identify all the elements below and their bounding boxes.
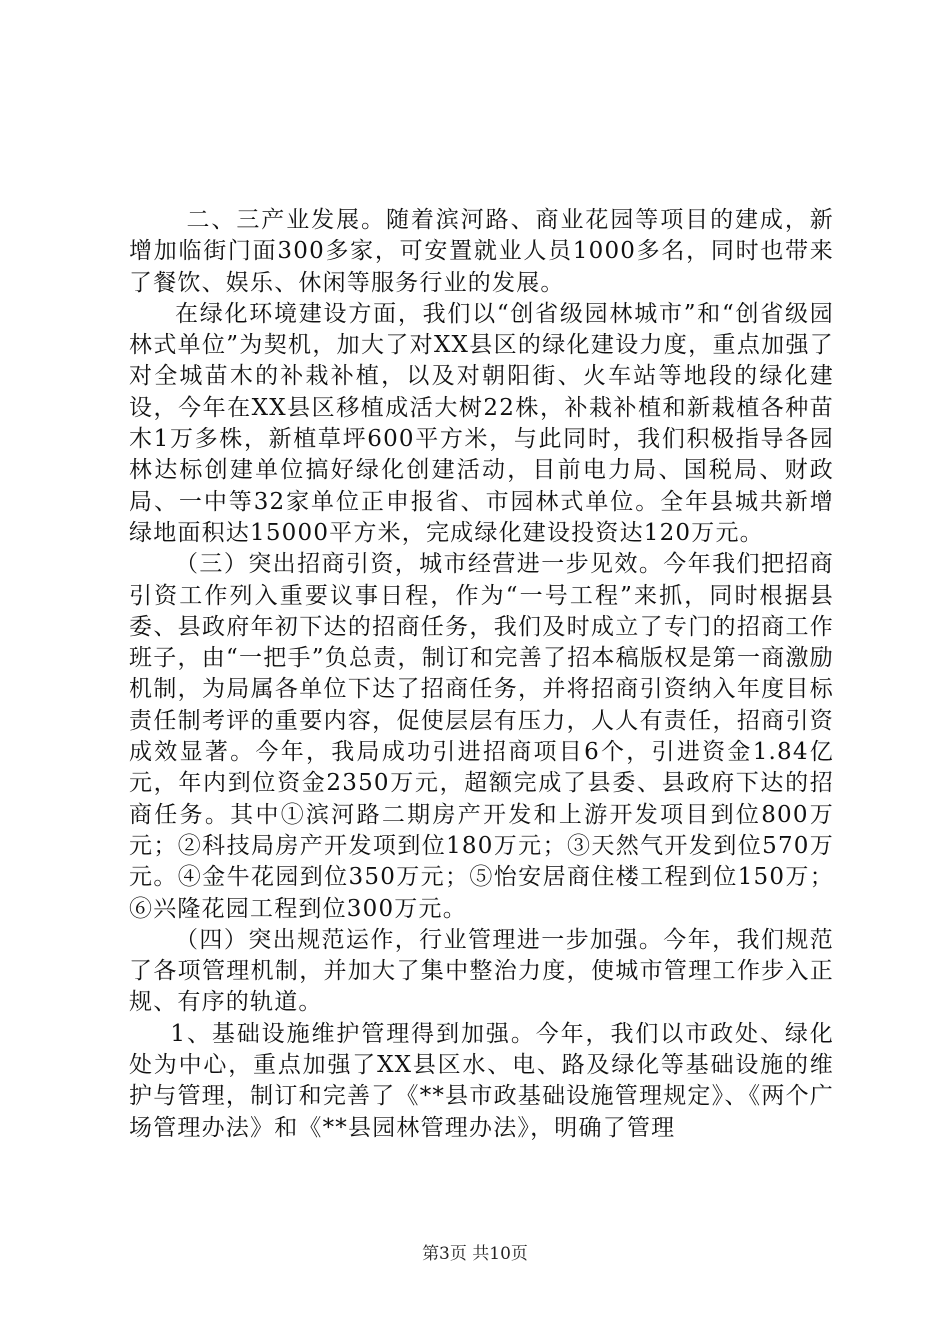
paragraph-investment-attraction: （三）突出招商引资，城市经营进一步见效。今年我们把招商引资工作列入重要议事日程，作为“一号工程”来抓，同时根据县委、县政府年初下达的招商任务，我们及时成立了专门的招商工作班子，由“一把手”负总责，制订和完善了招本稿版权是第一商激励机制，为局属各单位下达了招商任务，并将招商引资纳入年度目标责任制考评的重要内容，促使层层有压力，人人有责任，招商引资成效显著。今年，我局成功引进招商项目6个，引进资金1.84亿元，年内到位资金2350万元，超额完成了县委、县政府下达的招商任务。其中①滨河路二期房产开发和上游开发项目到位800万元；②科技局房产开发项到位180万元；③天然气开发到位570万元。④金牛花园到位350万元；⑤怡安居商住楼工程到位150万；⑥兴隆花园工程到位300万元。 [129, 551, 834, 922]
paragraph-greening-construction: 在绿化环境建设方面，我们以“创省级园林城市”和“创省级园林式单位”为契机，加大了对XX县区的绿化建设力度，重点加强了对全城苗木的补栽补植，以及对朝阳街、火车站等地段的绿化建设，今年在XX县区移植成活大树22株，补栽补植和新栽植各种苗木1万多株，新植草坪600平方米，与此同时，我们积极指导各园林达标创建单位搞好绿化创建活动，目前电力局、国税局、财政局、一中等32家单位正申报省、市园林式单位。全年县城共新增绿地面积达15000平方米，完成绿化建设投资达120万元。 [129, 300, 834, 546]
page-number-footer: 第3页 共10页 [422, 1244, 528, 1264]
paragraph-infrastructure-maintenance: 1、基础设施维护管理得到加强。今年，我们以市政处、绿化处为中心，重点加强了XX县区水、电、路及绿化等基础设施的维护与管理，制订和完善了《**县市政基础设施管理规定》、《两个广场管理办法》和《**县园林管理办法》，明确了管理 [129, 1020, 834, 1141]
paragraph-industry-development: 二、三产业发展。随着滨河路、商业花园等项目的建成，新增加临街门面300多家，可安置就业人员1000多名，同时也带来了餐饮、娱乐、休闲等服务行业的发展。 [129, 207, 834, 296]
paragraph-standardized-operation: （四）突出规范运作，行业管理进一步加强。今年，我们规范了各项管理机制，并加大了集中整治力度，使城市管理工作步入正规、有序的轨道。 [129, 926, 834, 1016]
document-body [129, 205, 834, 1144]
